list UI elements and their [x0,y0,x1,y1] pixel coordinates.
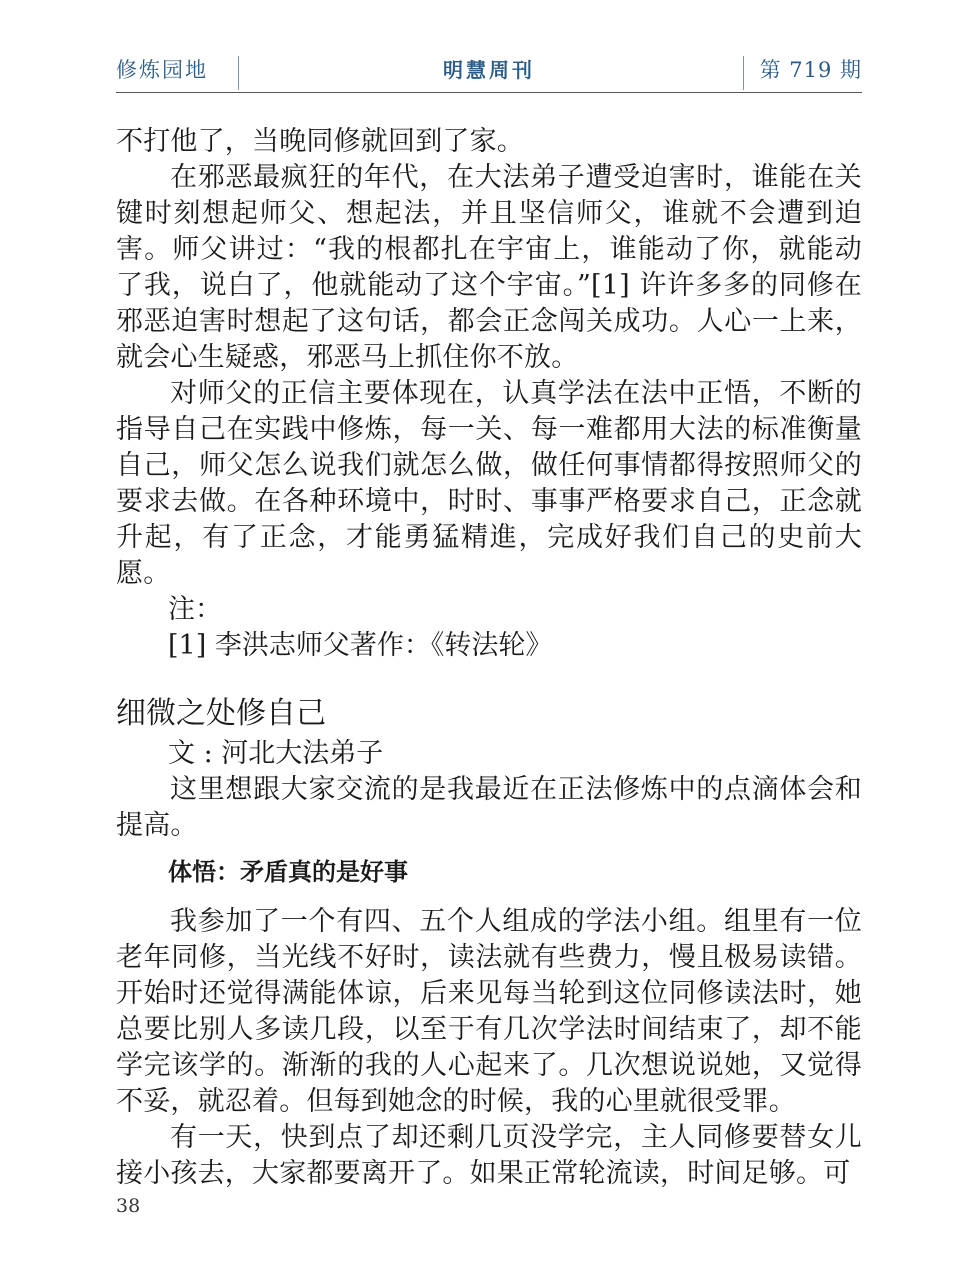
body-paragraph: 在邪恶最疯狂的年代，在大法弟子遭受迫害时，谁能在关键时刻想起师父、想起法，并且坚信师父，谁就不会遭到迫害。师父讲过：“我的根都扎在宇宙上，谁能动了你，就能动了我，说白了，他就能动了这个宇宙。”[1] 许许多多的同修在邪恶迫害时想起了这句话，都会正念闯关成功。人心一上来，就会心生疑惑，邪恶马上抓住你不放。 [116,162,862,373]
publication-title: 明慧周刊 [443,58,535,82]
page-header [116,52,862,94]
page-content [116,124,862,1192]
article-intro: 这里想跟大家交流的是我最近在正法修炼中的点滴体会和提高。 [116,774,862,841]
header-divider-right [743,56,744,90]
footnote-reference: [1] 李洪志师父著作：《转法轮》 [168,630,553,661]
article-author: 文 : 河北大法弟子 [168,738,384,769]
page-number: 38 [116,1195,141,1217]
section-name: 修炼园地 [116,58,208,82]
header-rule [116,92,862,93]
article-subheading: 体悟：矛盾真的是好事 [168,858,408,886]
issue-number: 第 719 期 [759,58,862,82]
article-paragraph: 有一天，快到点了却还剩几页没学完，主人同修要替女儿接小孩去，大家都要离开了。如果正常轮流读，时间足够。可 [116,1122,862,1189]
note-label: 注： [168,594,222,625]
article-title: 细微之处修自己 [116,696,326,731]
continuation-text: 不打他了，当晚同修就回到了家。 [116,126,524,157]
body-paragraph: 对师父的正信主要体现在，认真学法在法中正悟，不断的指导自己在实践中修炼，每一关、每一难都用大法的标准衡量自己，师父怎么说我们就怎么做，做任何事情都得按照师父的要求去做。在各种环境中，时时、事事严格要求自己，正念就升起，有了正念，才能勇猛精進，完成好我们自己的史前大愿。 [116,378,862,589]
article-paragraph: 我参加了一个有四、五个人组成的学法小组。组里有一位老年同修，当光线不好时，读法就有些费力，慢且极易读错。开始时还觉得满能体谅，后来见每当轮到这位同修读法时，她总要比别人多读几段，以至于有几次学法时间结束了，却不能学完该学的。渐渐的我的人心起来了。几次想说说她，又觉得不妥，就忍着。但每到她念的时候，我的心里就很受罪。 [116,906,862,1117]
